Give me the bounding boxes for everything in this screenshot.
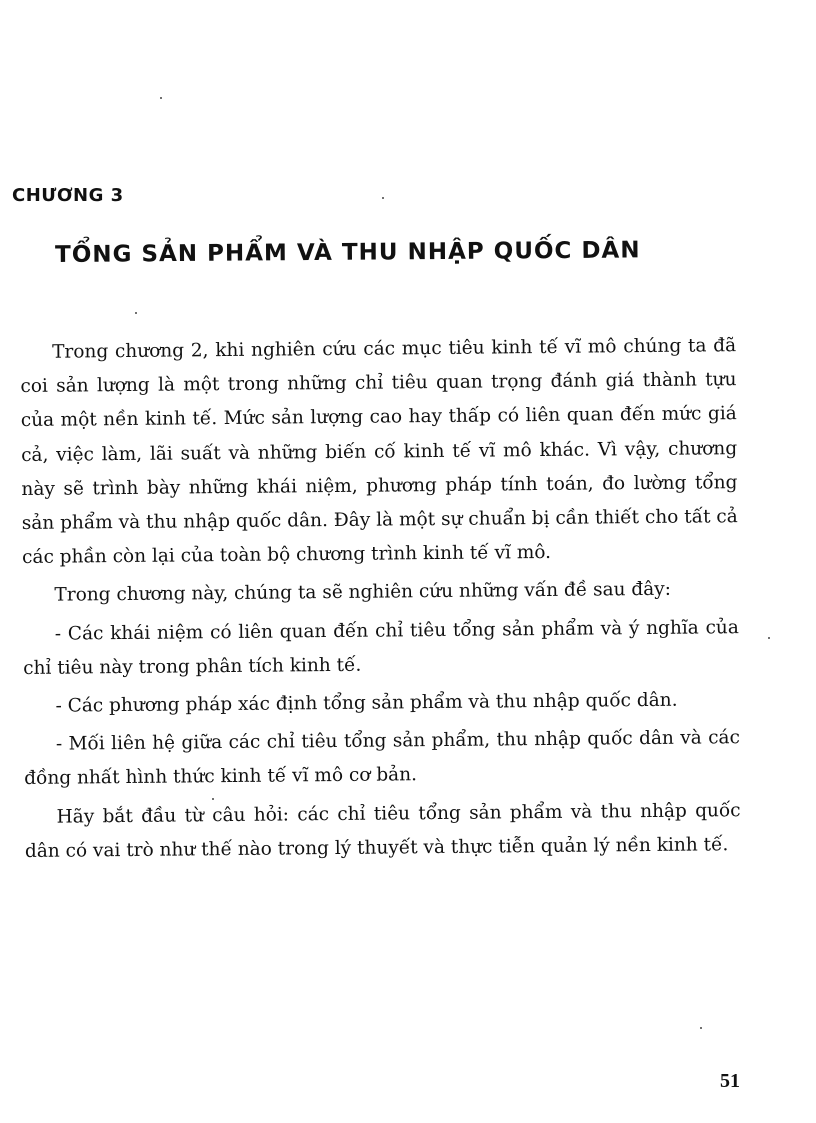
topic-item-concepts: - Các khái niệm có liên quan đến chỉ tiêu tổng sản phẩm và ý nghĩa của chỉ tiêu này trong phân tích kinh tế. <box>23 616 739 679</box>
body-text <box>20 329 741 873</box>
scan-speck <box>382 197 384 199</box>
scan-speck <box>768 637 770 639</box>
chapter-label: CHƯƠNG 3 <box>12 185 124 206</box>
scan-speck <box>135 312 137 314</box>
topic-item-methods: - Các phương pháp xác định tổng sản phẩm và thu nhập quốc dân. <box>55 689 678 717</box>
scan-speck <box>700 1027 702 1029</box>
page-number: 51 <box>720 1070 740 1092</box>
intro-paragraph: Trong chương 2, khi nghiên cứu các mục tiêu kinh tế vĩ mô chúng ta đã coi sản lượng là một trong những chỉ tiêu quan trọng đánh giá thành tựu của một nền kinh tế. Mức sản lượng cao hay thấp có liên quan đến mức giá cả, việc làm, lãi suất và những biến cố kinh tế vĩ mô khác. Vì vậy, chương này sẽ trình bày những khái niệm, phương pháp tính toán, đo lường tổng sản phẩm và thu nhập quốc dân. Đây là một sự chuẩn bị cần thiết cho tất cả các phần còn lại của toàn bộ chương trình kinh tế vĩ mô. <box>20 335 738 569</box>
chapter-title: TỔNG SẢN PHẨM VÀ THU NHẬP QUỐC DÂN <box>55 237 641 268</box>
topic-item-relations: - Mối liên hệ giữa các chỉ tiêu tổng sản phẩm, thu nhập quốc dân và các đồng nhất hình thức kinh tế vĩ mô cơ bản. <box>24 727 740 790</box>
topics-lead-paragraph: Trong chương này, chúng ta sẽ nghiên cứu những vấn đề sau đây: <box>54 579 672 607</box>
scan-speck <box>160 97 162 99</box>
closing-paragraph: Hãy bắt đầu từ câu hỏi: các chỉ tiêu tổng sản phẩm và thu nhập quốc dân có vai trò như thế nào trong lý thuyết và thực tiễn quản lý nền kinh tế. <box>24 799 741 862</box>
scan-speck <box>212 798 214 800</box>
